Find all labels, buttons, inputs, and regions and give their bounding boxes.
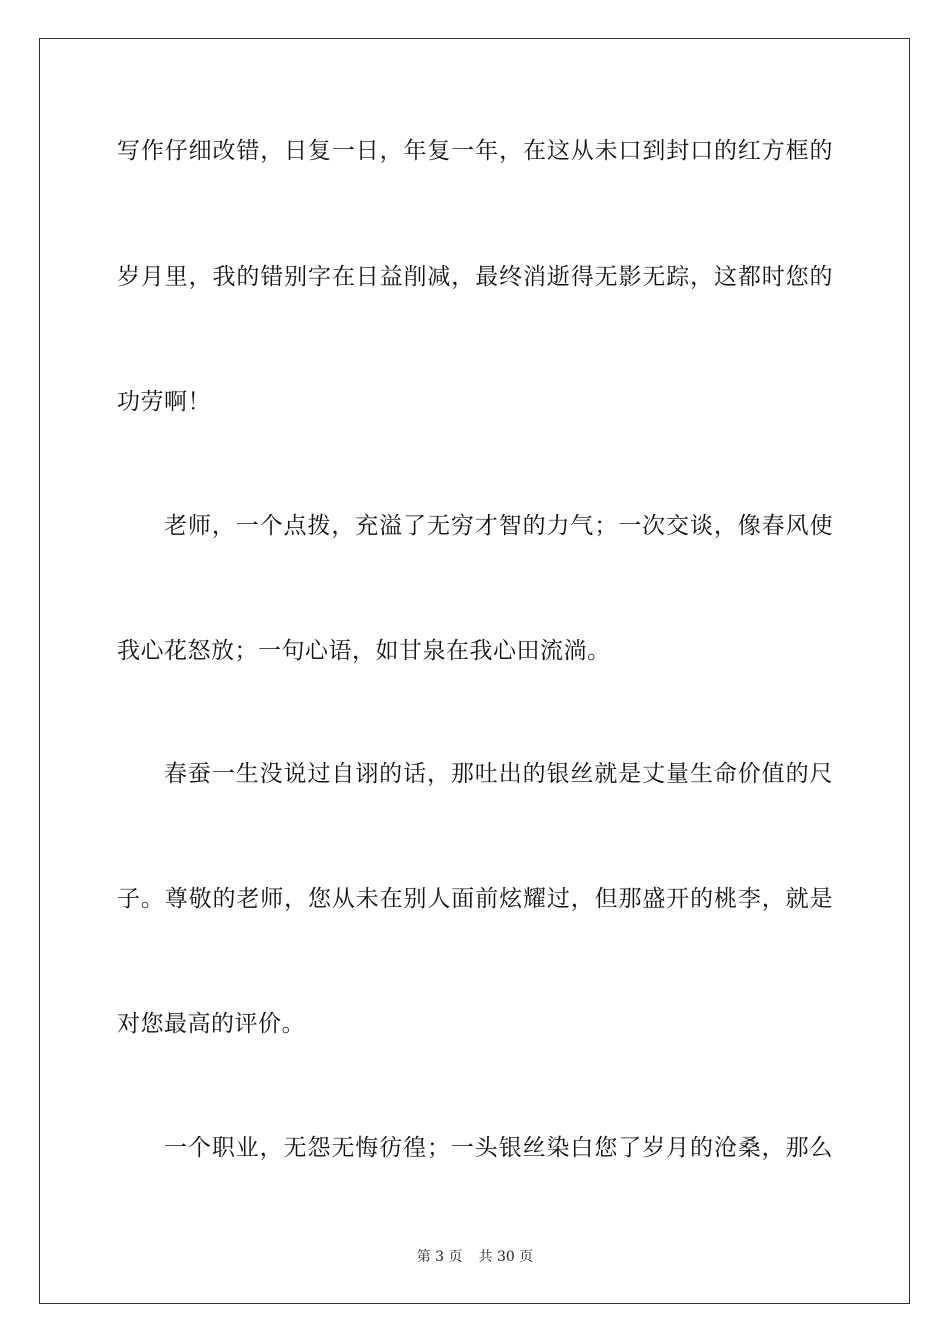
page-frame — [39, 38, 910, 1304]
page-footer — [0, 1248, 950, 1266]
paragraph-line-8: 对您最高的评价。 — [117, 1011, 305, 1037]
paragraph-line-6: 春蚕一生没说过自诩的话，那吐出的银丝就是丈量生命价值的尺 — [164, 761, 833, 787]
paragraph-line-3: 功劳啊！ — [117, 389, 211, 415]
paragraph-line-9: 一个职业，无怨无悔彷徨；一头银丝染白您了岁月的沧桑，那么 — [164, 1135, 833, 1161]
paragraph-line-2: 岁月里，我的错别字在日益削减，最终消逝得无影无踪，这都时您的 — [117, 264, 833, 290]
paragraph-line-5: 我心花怒放；一句心语，如甘泉在我心田流淌。 — [117, 638, 611, 664]
page-number: 第 3 页 — [416, 1249, 463, 1265]
page-total: 共 30 页 — [478, 1249, 534, 1265]
paragraph-line-1: 写作仔细改错，日复一日，年复一年，在这从未口到封口的红方框的 — [117, 138, 833, 164]
paragraph-line-4: 老师，一个点拨，充溢了无穷才智的力气；一次交谈，像春风使 — [164, 513, 833, 539]
paragraph-line-7: 子。尊敬的老师，您从未在别人面前炫耀过，但那盛开的桃李，就是 — [117, 886, 833, 912]
